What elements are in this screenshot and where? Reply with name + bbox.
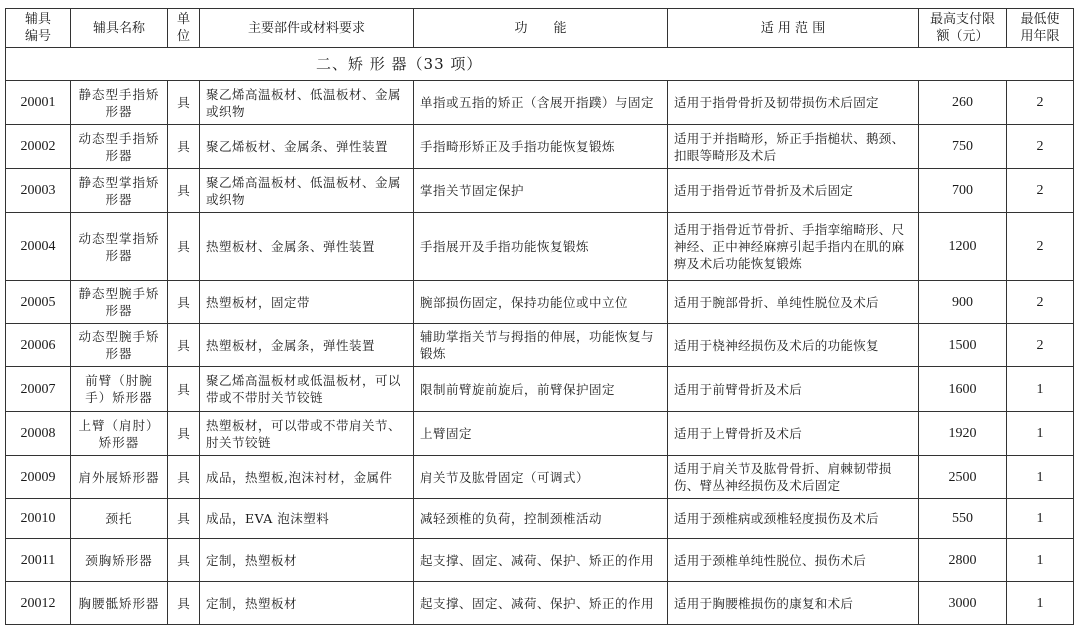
cell-unit: 具 xyxy=(168,81,200,125)
cell-life: 2 xyxy=(1007,281,1074,324)
cell-life: 2 xyxy=(1007,213,1074,281)
cell-name: 静态型手指矫形器 xyxy=(71,81,168,125)
cell-scope: 适用于并指畸形，矫正手指槌状、鹅颈、扣眼等畸形及术后 xyxy=(668,125,919,169)
cell-unit: 具 xyxy=(168,582,200,625)
cell-life: 1 xyxy=(1007,539,1074,582)
cell-material: 聚乙烯高温板材、低温板材、金属或织物 xyxy=(200,169,414,213)
table-row xyxy=(6,456,1074,499)
header-price: 最高支付限 额（元） xyxy=(919,9,1007,48)
cell-code: 20004 xyxy=(6,213,71,281)
table-row xyxy=(6,213,1074,281)
cell-unit: 具 xyxy=(168,281,200,324)
cell-life: 1 xyxy=(1007,367,1074,412)
cell-life: 2 xyxy=(1007,324,1074,367)
header-name: 辅具名称 xyxy=(71,9,168,48)
cell-life: 1 xyxy=(1007,582,1074,625)
cell-code: 20001 xyxy=(6,81,71,125)
cell-scope: 适用于指骨近节骨折、手指挛缩畸形、尺神经、正中神经麻痹引起手指内在肌的麻痹及术后功能恢复锻炼 xyxy=(668,213,919,281)
cell-scope: 适用于指骨骨折及韧带损伤术后固定 xyxy=(668,81,919,125)
cell-unit: 具 xyxy=(168,539,200,582)
table-row xyxy=(6,367,1074,412)
cell-material: 定制，热塑板材 xyxy=(200,539,414,582)
cell-life: 2 xyxy=(1007,81,1074,125)
cell-code: 20010 xyxy=(6,499,71,539)
header-code: 辅具 编号 xyxy=(6,9,71,48)
cell-life: 1 xyxy=(1007,412,1074,456)
cell-material: 定制，热塑板材 xyxy=(200,582,414,625)
cell-scope: 适用于上臂骨折及术后 xyxy=(668,412,919,456)
cell-price: 700 xyxy=(919,169,1007,213)
cell-price: 2800 xyxy=(919,539,1007,582)
cell-scope: 适用于前臂骨折及术后 xyxy=(668,367,919,412)
cell-price: 1920 xyxy=(919,412,1007,456)
cell-unit: 具 xyxy=(168,324,200,367)
cell-function: 单指或五指的矫正（含展开指蹼）与固定 xyxy=(414,81,668,125)
cell-unit: 具 xyxy=(168,213,200,281)
cell-function: 腕部损伤固定，保持功能位或中立位 xyxy=(414,281,668,324)
table-row xyxy=(6,169,1074,213)
cell-price: 550 xyxy=(919,499,1007,539)
cell-name: 肩外展矫形器 xyxy=(71,456,168,499)
cell-name: 动态型手指矫形器 xyxy=(71,125,168,169)
cell-material: 热塑板材、金属条、弹性装置 xyxy=(200,213,414,281)
cell-name: 胸腰骶矫形器 xyxy=(71,582,168,625)
cell-scope: 适用于肩关节及肱骨骨折、肩棘韧带损伤、臂丛神经损伤及术后固定 xyxy=(668,456,919,499)
cell-name: 前臂（肘腕手）矫形器 xyxy=(71,367,168,412)
cell-price: 1600 xyxy=(919,367,1007,412)
cell-material: 热塑板材，金属条，弹性装置 xyxy=(200,324,414,367)
cell-material: 热塑板材，固定带 xyxy=(200,281,414,324)
assistive-device-table xyxy=(5,8,1074,625)
cell-unit: 具 xyxy=(168,499,200,539)
cell-material: 成品，EVA 泡沫塑料 xyxy=(200,499,414,539)
header-row xyxy=(6,9,1074,48)
cell-material: 聚乙烯板材、金属条、弹性装置 xyxy=(200,125,414,169)
cell-function: 辅助掌指关节与拇指的伸展，功能恢复与锻炼 xyxy=(414,324,668,367)
cell-name: 颈托 xyxy=(71,499,168,539)
cell-function: 掌指关节固定保护 xyxy=(414,169,668,213)
cell-price: 750 xyxy=(919,125,1007,169)
cell-code: 20012 xyxy=(6,582,71,625)
cell-price: 1200 xyxy=(919,213,1007,281)
table-row xyxy=(6,499,1074,539)
cell-material: 聚乙烯高温板材或低温板材，可以带或不带肘关节铰链 xyxy=(200,367,414,412)
cell-price: 3000 xyxy=(919,582,1007,625)
table-row xyxy=(6,281,1074,324)
cell-unit: 具 xyxy=(168,125,200,169)
cell-function: 肩关节及肱骨固定（可调式） xyxy=(414,456,668,499)
cell-price: 2500 xyxy=(919,456,1007,499)
cell-code: 20011 xyxy=(6,539,71,582)
cell-name: 动态型腕手矫形器 xyxy=(71,324,168,367)
cell-price: 1500 xyxy=(919,324,1007,367)
header-function: 功 能 xyxy=(414,9,668,48)
cell-function: 减轻颈椎的负荷，控制颈椎活动 xyxy=(414,499,668,539)
cell-code: 20009 xyxy=(6,456,71,499)
cell-scope: 适用于桡神经损伤及术后的功能恢复 xyxy=(668,324,919,367)
cell-function: 上臂固定 xyxy=(414,412,668,456)
section-row xyxy=(6,48,1074,81)
cell-name: 颈胸矫形器 xyxy=(71,539,168,582)
section-title: 二、矫 形 器（33 项） xyxy=(6,48,1074,81)
cell-function: 手指畸形矫正及手指功能恢复锻炼 xyxy=(414,125,668,169)
table-row xyxy=(6,412,1074,456)
cell-unit: 具 xyxy=(168,169,200,213)
table-row xyxy=(6,539,1074,582)
cell-scope: 适用于腕部骨折、单纯性脱位及术后 xyxy=(668,281,919,324)
cell-name: 静态型腕手矫形器 xyxy=(71,281,168,324)
table-row xyxy=(6,582,1074,625)
cell-life: 1 xyxy=(1007,456,1074,499)
cell-life: 2 xyxy=(1007,125,1074,169)
cell-function: 手指展开及手指功能恢复锻炼 xyxy=(414,213,668,281)
cell-scope: 适用于胸腰椎损伤的康复和术后 xyxy=(668,582,919,625)
cell-function: 起支撑、固定、减荷、保护、矫正的作用 xyxy=(414,539,668,582)
cell-name: 静态型掌指矫形器 xyxy=(71,169,168,213)
document-page xyxy=(5,8,1074,625)
cell-price: 900 xyxy=(919,281,1007,324)
cell-price: 260 xyxy=(919,81,1007,125)
table-row xyxy=(6,125,1074,169)
header-unit: 单 位 xyxy=(168,9,200,48)
cell-code: 20008 xyxy=(6,412,71,456)
table-row xyxy=(6,324,1074,367)
cell-function: 起支撑、固定、减荷、保护、矫正的作用 xyxy=(414,582,668,625)
header-scope: 适 用 范 围 xyxy=(668,9,919,48)
cell-material: 成品，热塑板,泡沫衬材，金属件 xyxy=(200,456,414,499)
cell-name: 上臂（肩肘）矫形器 xyxy=(71,412,168,456)
cell-material: 热塑板材，可以带或不带肩关节、肘关节铰链 xyxy=(200,412,414,456)
cell-name: 动态型掌指矫形器 xyxy=(71,213,168,281)
cell-code: 20007 xyxy=(6,367,71,412)
cell-scope: 适用于颈椎病或颈椎轻度损伤及术后 xyxy=(668,499,919,539)
cell-unit: 具 xyxy=(168,456,200,499)
cell-code: 20002 xyxy=(6,125,71,169)
cell-unit: 具 xyxy=(168,412,200,456)
cell-code: 20003 xyxy=(6,169,71,213)
cell-life: 2 xyxy=(1007,169,1074,213)
cell-code: 20005 xyxy=(6,281,71,324)
header-life: 最低使 用年限 xyxy=(1007,9,1074,48)
cell-code: 20006 xyxy=(6,324,71,367)
cell-life: 1 xyxy=(1007,499,1074,539)
header-material: 主要部件或材料要求 xyxy=(200,9,414,48)
cell-scope: 适用于指骨近节骨折及术后固定 xyxy=(668,169,919,213)
cell-unit: 具 xyxy=(168,367,200,412)
cell-material: 聚乙烯高温板材、低温板材、金属或织物 xyxy=(200,81,414,125)
cell-scope: 适用于颈椎单纯性脱位、损伤术后 xyxy=(668,539,919,582)
table-row xyxy=(6,81,1074,125)
cell-function: 限制前臂旋前旋后，前臂保护固定 xyxy=(414,367,668,412)
